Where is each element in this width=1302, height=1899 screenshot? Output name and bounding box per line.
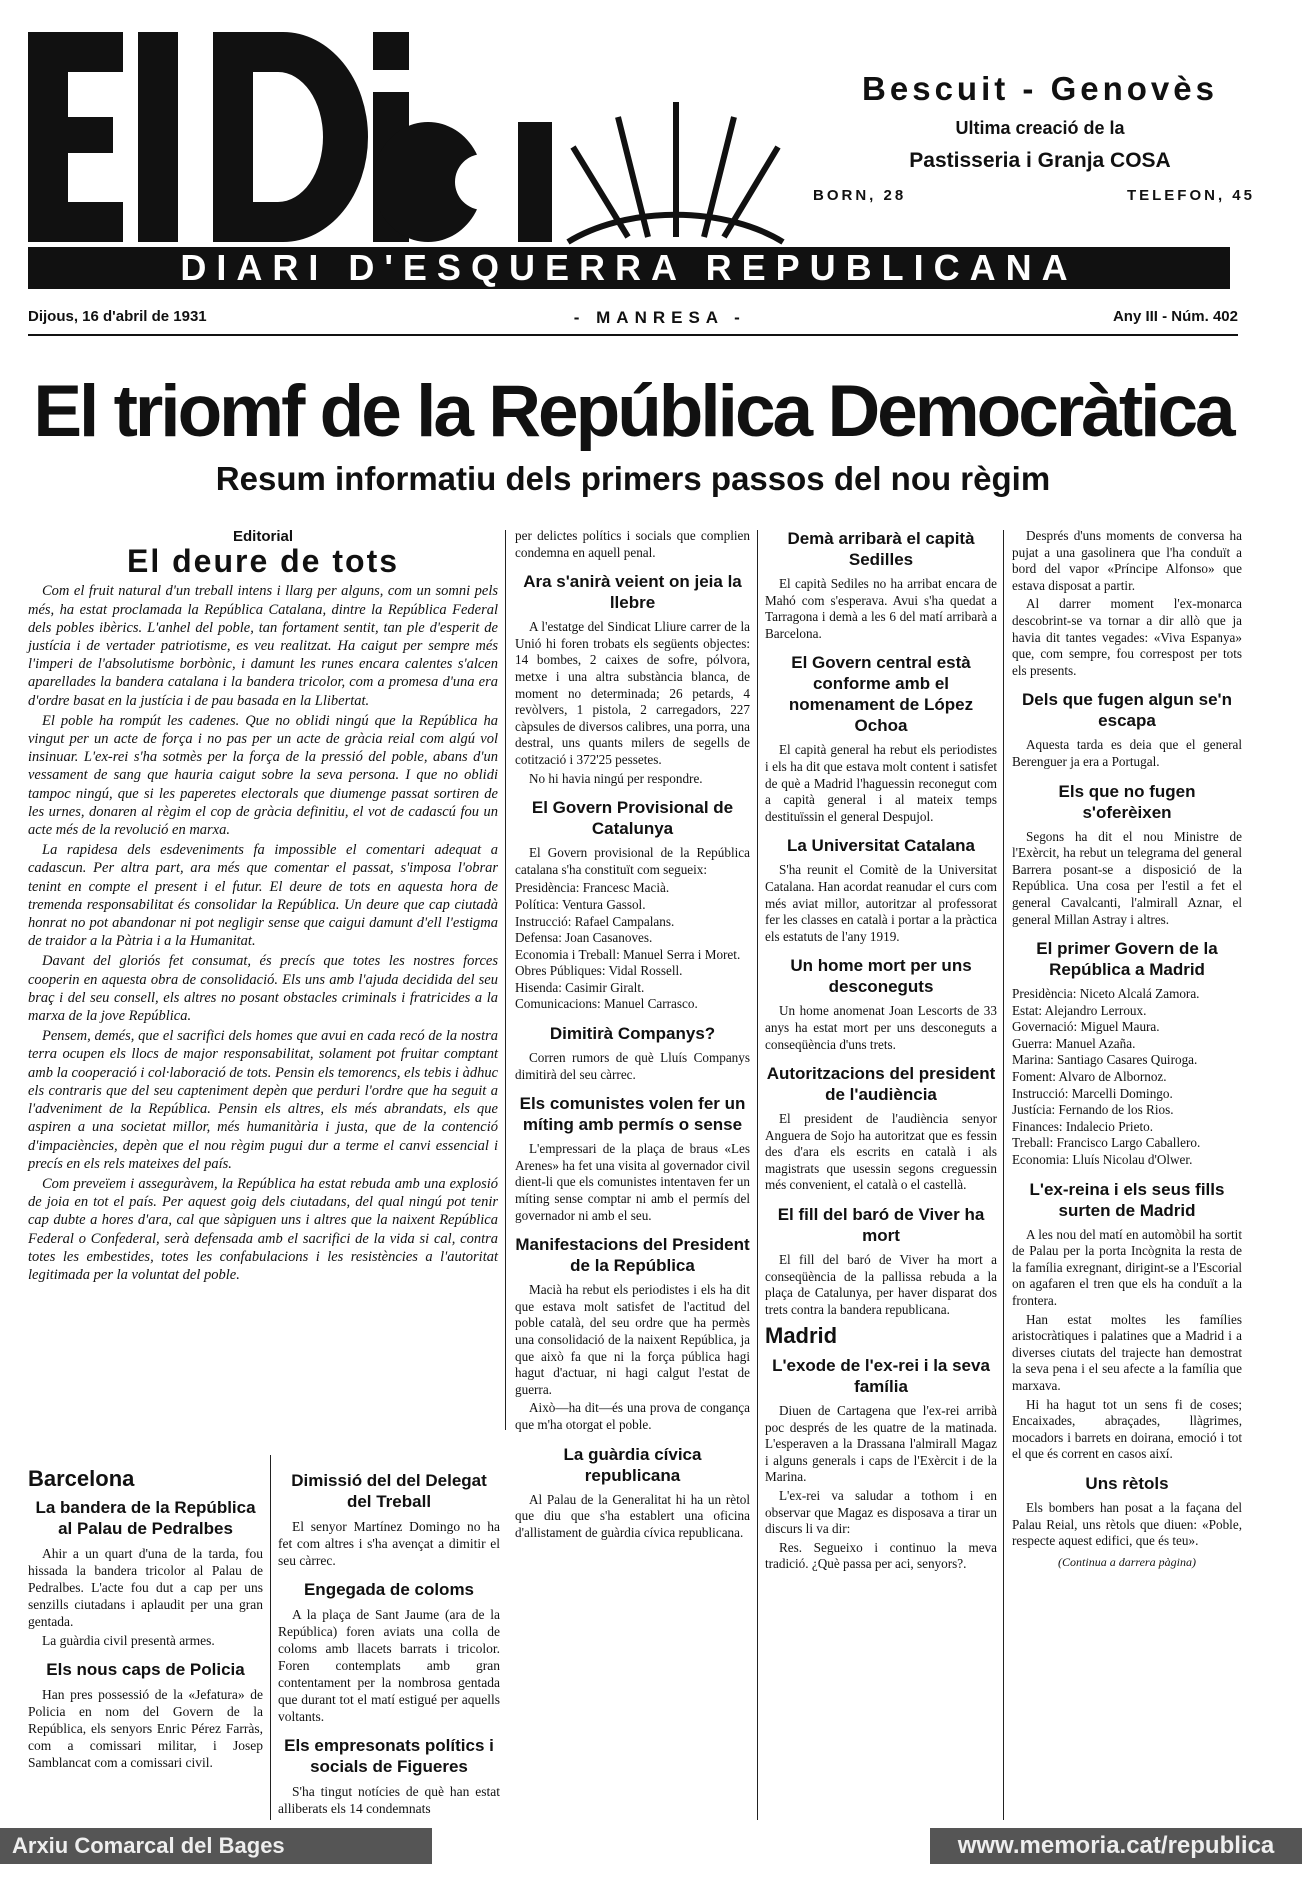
article-heading: Ara s'anirà veient on jeia la llebre <box>523 572 742 613</box>
section-heading: Barcelona <box>28 1466 135 1491</box>
list-item: Economia i Treball: Manuel Serra i Moret. <box>515 946 741 962</box>
paragraph: Davant del gloriós fet consumat, és precís que totes les nostres forces cooperin en aquesta obra de consolidació. Els uns amb l'ajuda decidida del seu braç i del seu consell, els altres no posant obstacles criminals i fratricides a la marxa de la jove República. <box>28 953 498 1025</box>
barcelona-column <box>28 1460 263 1773</box>
column-3 <box>765 528 997 1575</box>
section-label: Editorial <box>232 528 293 545</box>
list-item: Hisenda: Casimir Giralt. <box>515 979 645 995</box>
article-heading: Dimitirà Companys? <box>549 1024 716 1044</box>
paragraph: Els bombers han posat a la façana del Palau Reial, uns rètols que diuen: «Poble, respecte aquest edifici, que és teu». <box>1012 1499 1242 1549</box>
masthead-banner: DIARI D'ESQUERRA REPUBLICANA <box>28 247 1230 289</box>
article-heading: Els nous caps de Policia <box>46 1660 245 1679</box>
paragraph: per delictes polítics i socials que complien condemna en aquell penal. <box>515 528 750 560</box>
article-heading: Engegada de coloms <box>303 1580 475 1599</box>
paragraph: El poble ha rompút les cadenes. Que no oblidi ningú que la República ha vingut per un acte de força i no pas per un acte de gràcia reial com algú vol insinuar. L'ex-rei s'ha sotmès per la força de la pressió del poble, abans d'un vessament de sang que hauria caigut sobre la seva persona. I que no oblidi tampoc ningú, que si les paperetes electorals que diumenge passat sortiren de les urnes, donaren al règim el cop de gràcia definitiu, el vot de cadascú fou un acte més de la revolució en marxa. <box>28 712 498 839</box>
list-item: Guerra: Manuel Azaña. <box>1012 1035 1136 1051</box>
paragraph: Ahir a un quart d'una de la tarda, fou hissada la bandera tricolor al Palau de Pedralbes. L'acte fou dut a cap per uns senzills ciutadans i aplaudit per una gran gentada. <box>28 1546 263 1629</box>
article-heading: L'exode de l'ex-rei i la seva família <box>772 1356 990 1397</box>
list-item: Instrucció: Marcelli Domingo. <box>1012 1085 1173 1101</box>
paragraph: Com el fruit natural d'un treball intens i llarg per alguns, com un somni pels més, ha estat proclamada la República Catalana, dintre la República Federal dels pobles ibèrics. L'anhel del poble, tan fortament sentit, tan ple d'esperit de justícia i de vertader patriotisme, es veu realitzat. Ha caigut per sempre més l'imperi de l'absolutisme borbònic, i damunt les runes encara calentes s'alcen aparellades la bandera catalana i la bandera tricolor, com a promesa d'una era d'ordre basat en la justícia i de pau basada en la Llibertat. <box>28 583 498 709</box>
paragraph: Macià ha rebut els periodistes i els ha dit que estava molt satisfet de l'actitud del poble català, del seu ordre que ha permès una consolidació de la naixent República, ja que això fa que ni la força pública hagi hagut d'actuar, ni hagi calgut l'estat de guerra. <box>515 1282 750 1397</box>
article-heading: La bandera de la República al Palau de Pedralbes <box>35 1498 256 1538</box>
article-heading: El primer Govern de la República a Madrid <box>1036 939 1218 980</box>
article-heading: Dimissió del del Delegat del Treball <box>291 1471 487 1511</box>
ad-title: Bescuit - Genovès <box>862 70 1218 107</box>
issue-number: Any III - Núm. 402 <box>1112 308 1238 325</box>
list-item: Presidència: Niceto Alcalá Zamora. <box>1012 986 1200 1002</box>
paragraph: Després d'uns moments de conversa ha pujat a una gasolinera que l'ha conduït a bord del vapor «Príncipe Alfonso» que estava disposat a partir. <box>1012 528 1242 593</box>
ad-phone: TELEFON, 45 <box>1126 187 1255 204</box>
list-item: Obres Públiques: Vidal Rossell. <box>515 963 683 979</box>
article-heading: L'ex-reina i els seus fills surten de Madrid <box>1029 1179 1225 1220</box>
column-rule <box>505 530 506 1430</box>
list-item: Economia: Lluís Nicolau d'Olwer. <box>1012 1152 1193 1168</box>
article-heading: La guàrdia cívica republicana <box>563 1444 702 1485</box>
article-heading: Autoritzacions del president de l'audiència <box>766 1064 996 1105</box>
paragraph: L'ex-rei va saludar a tothom i en observar que Magaz es disposava a tirar un discurs li va dir: <box>765 1488 997 1537</box>
paragraph: Han estat moltes les famílies aristocràtiques i palatines que a Madrid i a diverses ciutats del trajecte han demostrat la seva pena i el seu afecte a la família que marxava. <box>1012 1311 1242 1393</box>
paragraph: Aquesta tarda es deia que el general Berenguer ja era a Portugal. <box>1012 737 1242 769</box>
paragraph: Diuen de Cartagena que l'ex-rei arribà poc després de les quatre de la matinada. L'esperaven a la Drassana l'almirall Magaz i alguns generals i caps de l'Exèrcit i de la Marina. <box>765 1403 997 1485</box>
paragraph: A la plaça de Sant Jaume (ara de la República) foren aviats una colla de coloms amb llacets barrats i tricolor. Foren contemplats amb gran contentament per la nombrosa gentada que durant tot el matí estigué per aquells voltants. <box>278 1607 500 1724</box>
article-heading: El Govern Provisional de Catalunya <box>531 798 734 839</box>
headline: El triomf de la República Democràtica <box>33 371 1233 452</box>
list-item: Finances: Indalecio Prieto. <box>1012 1118 1153 1134</box>
issue-date: Dijous, 16 d'abril de 1931 <box>28 308 207 325</box>
list-item: Defensa: Joan Casanoves. <box>515 930 653 946</box>
paragraph: Segons ha dit el nou Ministre de l'Exèrcit, ha rebut un telegrama del general Barrera posant-se a disposició de la República. Una cosa per l'estil a fet el general Cavalcanti, l'almirall Aznar, el general Millan Astray i altres. <box>1012 828 1242 927</box>
paragraph: El fill del baró de Viver ha mort a conseqüència de la pallissa rebuda a la plaça de Catalunya, per haver disparat dos trets contra la bandera republicana. <box>765 1252 997 1317</box>
list-item: Foment: Alvaro de Albornoz. <box>1012 1069 1167 1085</box>
paragraph: El senyor Martínez Domingo no ha fet com altres i s'ha avençat a dimitir el seu càrrec. <box>278 1519 500 1568</box>
advertisement <box>805 70 1275 204</box>
lower-mid-column <box>278 1460 500 1819</box>
subheadline: Resum informatiu dels primers passos del nou règim <box>215 460 1051 497</box>
city: - MANRESA - <box>573 308 746 327</box>
list-item: Governació: Miguel Maura. <box>1012 1019 1160 1035</box>
article-heading: Demà arribarà el capità Sedilles <box>787 529 975 569</box>
article-heading: Manifestacions del President de la República <box>515 1235 750 1276</box>
list-item: Justícia: Fernando de los Rios. <box>1012 1102 1174 1118</box>
column-rule <box>757 530 758 1820</box>
article-heading: Els que no fugen s'oferèixen <box>1058 781 1196 822</box>
list-item: Estat: Alejandro Lerroux. <box>1012 1002 1147 1018</box>
archive-label: Arxiu Comarcal del Bages <box>0 1828 432 1864</box>
section-heading: Madrid <box>765 1323 838 1349</box>
list-item: Comunicacions: Manuel Carrasco. <box>515 996 698 1012</box>
paragraph: Al Palau de la Generalitat hi ha un rètol que diu que s'ha establert una oficina d'allistament de guàrdia cívica republicana. <box>515 1491 750 1540</box>
list-item: Política: Ventura Gassol. <box>515 896 646 912</box>
paragraph: S'ha tingut notícies de què han estat alliberats els 14 condemnats <box>278 1784 500 1816</box>
article-heading: Els comunistes volen fer un míting amb permís o sense <box>519 1094 746 1135</box>
paragraph: El capità general ha rebut els periodistes i els ha dit que estava molt content i satisfet de què a Madrid l'haguessin reconegut com a capità general i al mateix temps destituïssin el general Despujol. <box>765 742 997 824</box>
masthead-logo <box>28 22 788 267</box>
list-item: Marina: Santiago Casares Quiroga. <box>1012 1052 1198 1068</box>
article-heading: Els empresonats polítics i socials de Figueres <box>284 1736 494 1776</box>
paragraph: Corren rumors de què Lluís Companys dimitirà del seu càrrec. <box>515 1050 750 1082</box>
paragraph: La rapidesa dels esdeveniments fa impossible el comentari adequat a cadascun. Per altra part, ara més que comentar el passat, s'imposa l'obrar tenint en compte el present i el futur. El deure de tots en aquesta hora de tremenda responsabilitat és consolidar la República. Un deure que cap ciutadà honrat no pot abandonar ni pot negligir sense que caigui damunt d'ell l'estigma de traidor a la Pàtria i a la Humanitat. <box>28 842 498 950</box>
editorial-column <box>28 528 498 1286</box>
article-heading: El fill del baró de Viver ha mort <box>777 1205 985 1246</box>
government-list <box>1012 986 1242 1169</box>
paragraph: Pensem, demés, que el sacrifici dels homes que avui en cada recó de la nostra terra ocupen els llocs de major responsabilitat, solament pot fruitar comptant amb la cooperació i col·laboració de tots. Pensin els temorencs, els tebis i àdhuc els contraris que del seu capteniment depèn que perduri l'ordre que ha seguit a l'adveniment de la República. Pensin els altres, els més abrandats, els que aspiren a una societat millor, més humanitària i justa, que de la contenció d'impaciències, depèn que el nou règim pugui dur a terme el canvi essencial i precís en els rels mateixes del país. <box>28 1028 498 1172</box>
paragraph: Hi ha hagut tot un sens fi de coses; Encaixades, abraçades, llàgrimes, mocadors i barrets en doirana, emoció i tot el que és corrent en casos així. <box>1012 1396 1242 1462</box>
article-heading: El Govern central està conforme amb el nomenament de López Ochoa <box>788 653 974 736</box>
ad-address: BORN, 28 <box>813 187 907 204</box>
column-4 <box>1012 528 1242 1570</box>
paragraph: La guàrdia civil presentà armes. <box>42 1633 215 1648</box>
article-heading: Dels que fugen algun se'n escapa <box>1022 690 1232 731</box>
column-2 <box>515 528 750 1543</box>
paragraph: Un home anomenat Joan Lescorts de 33 anys ha estat mort per uns desconeguts a conseqüència d'uns trets. <box>765 1003 997 1052</box>
column-rule <box>1003 530 1004 1820</box>
list-item: Instrucció: Rafael Campalans. <box>515 913 675 929</box>
ad-line: Ultima creació de la <box>955 118 1125 138</box>
paragraph: El capità Sediles no ha arribat encara de Mahó com s'esperava. Avui s'ha quedat a Tarragona i demà a les 6 del matí arribarà a Barcelona. <box>765 576 997 641</box>
list-item: Treball: Francisco Largo Caballero. <box>1012 1135 1201 1151</box>
ad-line: Pastisseria i Granja COSA <box>909 149 1171 172</box>
article-heading: Un home mort per uns desconeguts <box>790 956 972 997</box>
paragraph: Res. Segueixo i continuo la meva tradició. ¿Què passa per aci, senyors?. <box>765 1539 997 1572</box>
paragraph: A les nou del matí en automòbil ha sortit de Palau per la porta Incògnita la resta de la família exregnant, dirigint-se a l'Escorial on agafaren el tren que els ha conduït a la frontera. <box>1012 1226 1242 1308</box>
paragraph: A l'estatge del Sindicat Lliure carrer de la Unió hi foren trobats els següents objectes: 14 bombes, 2 caixes de sofre, pólvora, metxe i una altra substància blanca, de moment no determinada; 26 petards, 4 revòlvers, 1 pistola, 2 carregadors, 227 càpsules de diversos calibres, una porra, una destral, uns quants milers de segells de cotització i 372'25 pessetes. <box>515 619 750 767</box>
paragraph: Han pres possessió de la «Jefatura» de Policia en nom del Govern de la República, els senyors Enric Pérez Farràs, com a comissari militar, i Josep Samblancat com a comissari civil. <box>28 1687 263 1770</box>
editorial-title: El deure de tots <box>126 543 400 580</box>
archive-url[interactable]: www.memoria.cat/republica <box>930 1828 1302 1864</box>
paragraph: Al darrer moment l'ex-monarca descobrint-se va tornar a dir allò que ja havia dit tantes vegades: «Viva Espanya» que, com sempre, fou correspost per tots els presents. <box>1012 596 1242 678</box>
continuation-note: (Continua a darrera pàgina) <box>1058 1554 1196 1569</box>
article-heading: Uns rètols <box>1085 1473 1169 1493</box>
column-rule <box>270 1455 271 1820</box>
paragraph: Com preveïem i asseguràvem, la República ha estat rebuda amb una explosió de joia en tot el país. Per aquest goig dels ciutadans, del qual ningú pot tenir cap dubte a hores d'ara, cal que sàpiguen uns i altres que la naixent República Federal o Confederal, serà defensada amb el sacrifici de la vida si cal, contra totes les embestides, totes les confabulacions i les resistències a l'autoritat legitimada per la voluntat del poble. <box>28 1175 498 1283</box>
dateline <box>28 308 1238 336</box>
paragraph: No hi havia ningú per respondre. <box>529 770 703 786</box>
paragraph: Això—ha dit—és una prova de congança que m'ha otorgat el poble. <box>515 1400 750 1432</box>
article-heading: La Universitat Catalana <box>786 836 975 856</box>
paragraph: S'ha reunit el Comitè de la Universitat Catalana. Han acordat reanudar el curs com més aviat millor, autoritzar al professorat fer les classes en català i portar a la pràctica els estatuts de l'any 1919. <box>765 862 997 944</box>
list-item: Presidència: Francesc Macià. <box>515 880 670 896</box>
paragraph: El president de l'audiència senyor Anguera de Sojo ha autoritzat que es fessin des d'ara els escrits en català i als magistrats que usessin segons creguessin més convenient, el català o el castellà. <box>765 1111 997 1193</box>
paragraph: L'empressari de la plaça de braus «Les Arenes» ha fet una visita al governador civil dient-li que els comunistes intentaven fer un míting sense comptar ni amb el permís del governador ni amb el seu. <box>515 1141 750 1223</box>
government-list <box>515 880 750 1013</box>
paragraph: El Govern provisional de la República catalana s'ha constituït com segueix: <box>515 845 750 877</box>
